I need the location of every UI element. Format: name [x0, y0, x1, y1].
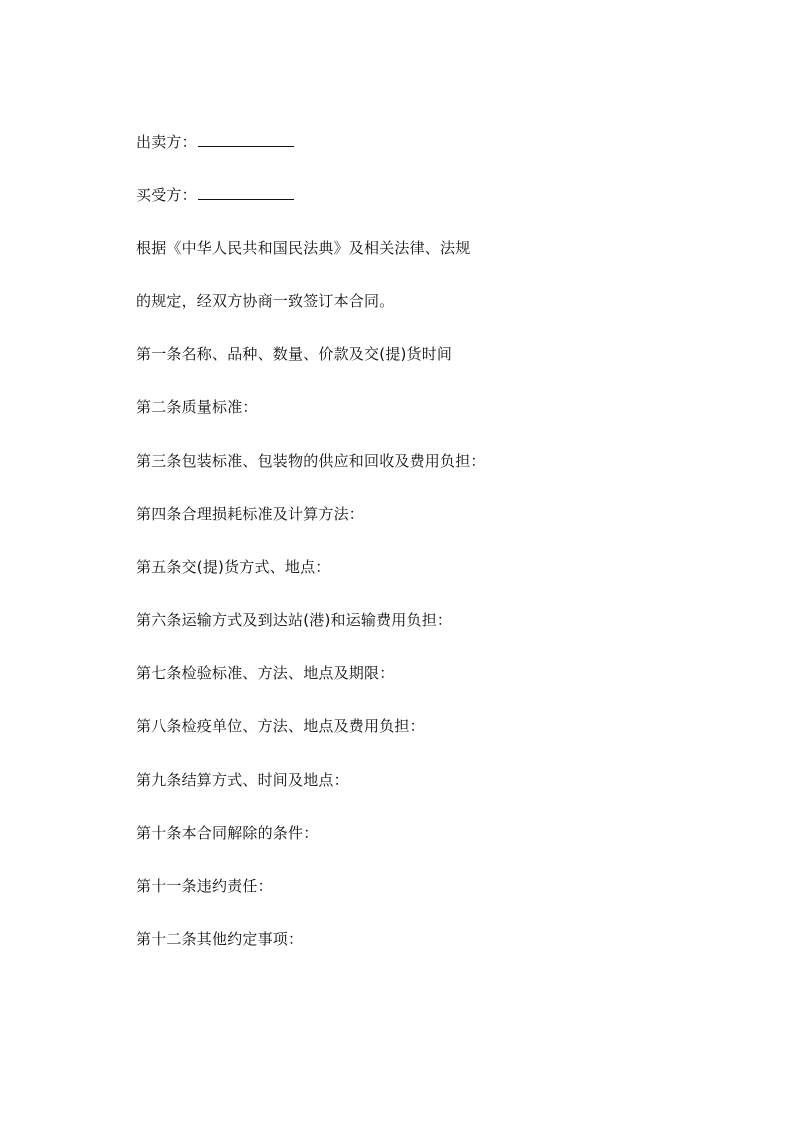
article-9: 第九条结算方式、时间及地点：: [136, 771, 349, 789]
buyer-label: 买受方：: [136, 186, 197, 204]
seller-blank: [198, 132, 294, 147]
article-3: 第三条包装标准、包装物的供应和回收及费用负担：: [136, 452, 486, 470]
article-5: 第五条交(提)货方式、地点：: [136, 558, 331, 576]
buyer-line: [136, 185, 294, 205]
seller-line: [136, 132, 294, 152]
preamble-line-2: 的规定，经双方协商一致签订本合同。: [136, 292, 395, 310]
seller-label: 出卖方：: [136, 133, 197, 151]
buyer-blank: [198, 185, 294, 200]
article-12: 第十二条其他约定事项：: [136, 930, 304, 948]
article-6: 第六条运输方式及到达站(港)和运输费用负担：: [136, 611, 453, 629]
article-4: 第四条合理损耗标准及计算方法：: [136, 505, 365, 523]
article-11: 第十一条违约责任：: [136, 877, 273, 895]
article-8: 第八条检疫单位、方法、地点及费用负担：: [136, 717, 425, 735]
article-2: 第二条质量标准：: [136, 398, 258, 416]
preamble-line-1: 根据《中华人民共和国民法典》及相关法律、法规: [136, 239, 471, 257]
article-10: 第十条本合同解除的条件：: [136, 824, 319, 842]
article-1: 第一条名称、品种、数量、价款及交(提)货时间: [136, 345, 453, 363]
article-7: 第七条检验标准、方法、地点及期限：: [136, 664, 395, 682]
